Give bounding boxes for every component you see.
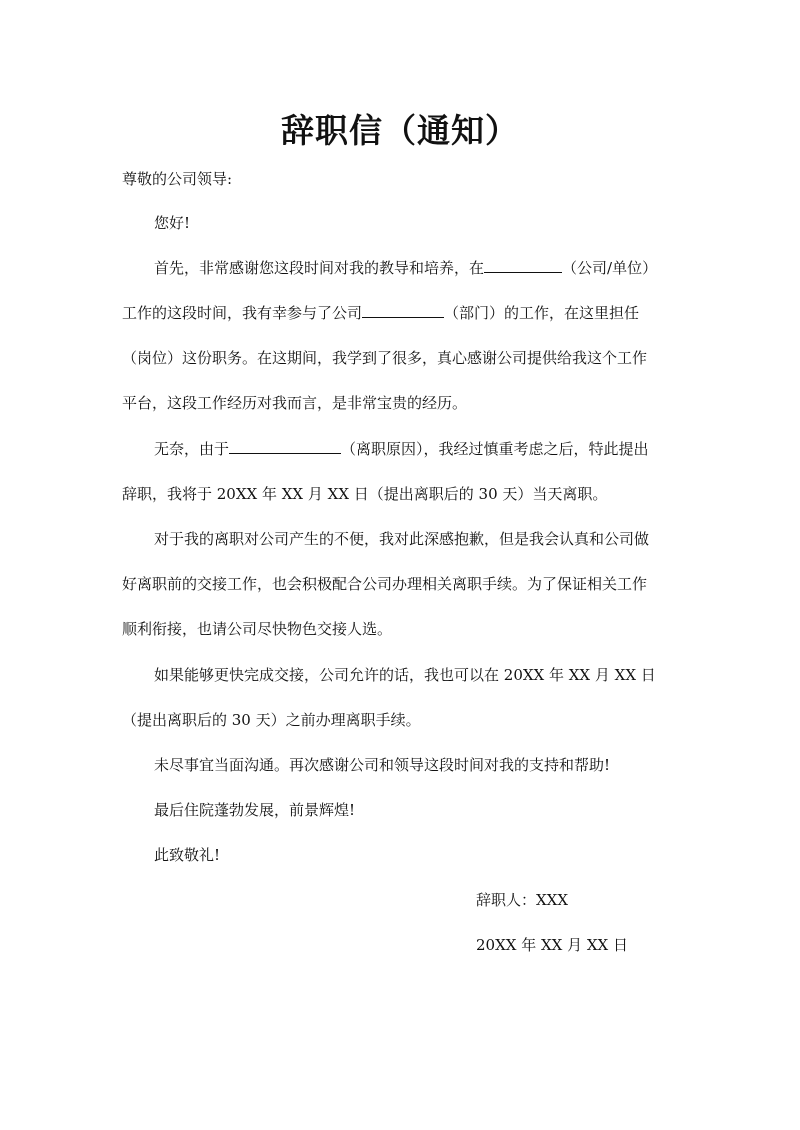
para3-line3: 顺利衔接，也请公司尽快物色交接人选。 xyxy=(122,620,393,638)
greeting: 尊敬的公司领导: xyxy=(122,170,233,188)
closing-line: 此致敬礼! xyxy=(154,846,221,864)
para2-line1 xyxy=(154,438,649,460)
signature-name: 辞职人：XXX xyxy=(476,891,569,909)
signature-date: 20XX 年 XX 月 XX 日 xyxy=(476,936,628,954)
para1-line2-text-b: （部门）的工作，在这里担任 xyxy=(444,304,640,322)
para5-line: 未尽事宜当面沟通。再次感谢公司和领导这段时间对我的支持和帮助! xyxy=(154,756,611,774)
letter-title: 辞职信（通知） xyxy=(281,111,519,150)
para1-line4: 平台，这段工作经历对我而言，是非常宝贵的经历。 xyxy=(122,394,468,412)
para3-line1: 对于我的离职对公司产生的不便，我对此深感抱歉，但是我会认真和公司做 xyxy=(154,530,650,548)
para4-line2: （提出离职后的 30 天）之前办理离职手续。 xyxy=(122,711,421,729)
para2-line1-text-b: （离职原因），我经过慎重考虑之后，特此提出 xyxy=(341,440,649,458)
para1-line2 xyxy=(122,302,639,324)
para3-line2: 好离职前的交接工作，也会积极配合公司办理相关离职手续。为了保证相关工作 xyxy=(122,575,648,593)
para4-line1: 如果能够更快完成交接，公司允许的话，我也可以在 20XX 年 XX 月 XX 日 xyxy=(154,666,656,684)
para1-line2-text: 工作的这段时间，我有幸参与了公司 xyxy=(122,304,363,322)
department-blank xyxy=(362,302,444,318)
para1-line1-text: 首先，非常感谢您这段时间对我的教导和培养，在 xyxy=(154,259,485,277)
para1-line1 xyxy=(154,257,657,279)
para6-line: 最后住院蓬勃发展，前景辉煌! xyxy=(154,801,356,819)
hello-line: 您好! xyxy=(154,214,191,232)
para1-line1-text-b: （公司/单位） xyxy=(562,259,658,277)
para2-line2: 辞职，我将于 20XX 年 XX 月 XX 日（提出离职后的 30 天）当天离职。 xyxy=(122,485,608,503)
reason-blank xyxy=(229,438,341,454)
para2-line1-text: 无奈，由于 xyxy=(154,440,230,458)
company-blank xyxy=(484,257,562,273)
para1-line3: （岗位）这份职务。在这期间，我学到了很多，真心感谢公司提供给我这个工作 xyxy=(122,349,648,367)
